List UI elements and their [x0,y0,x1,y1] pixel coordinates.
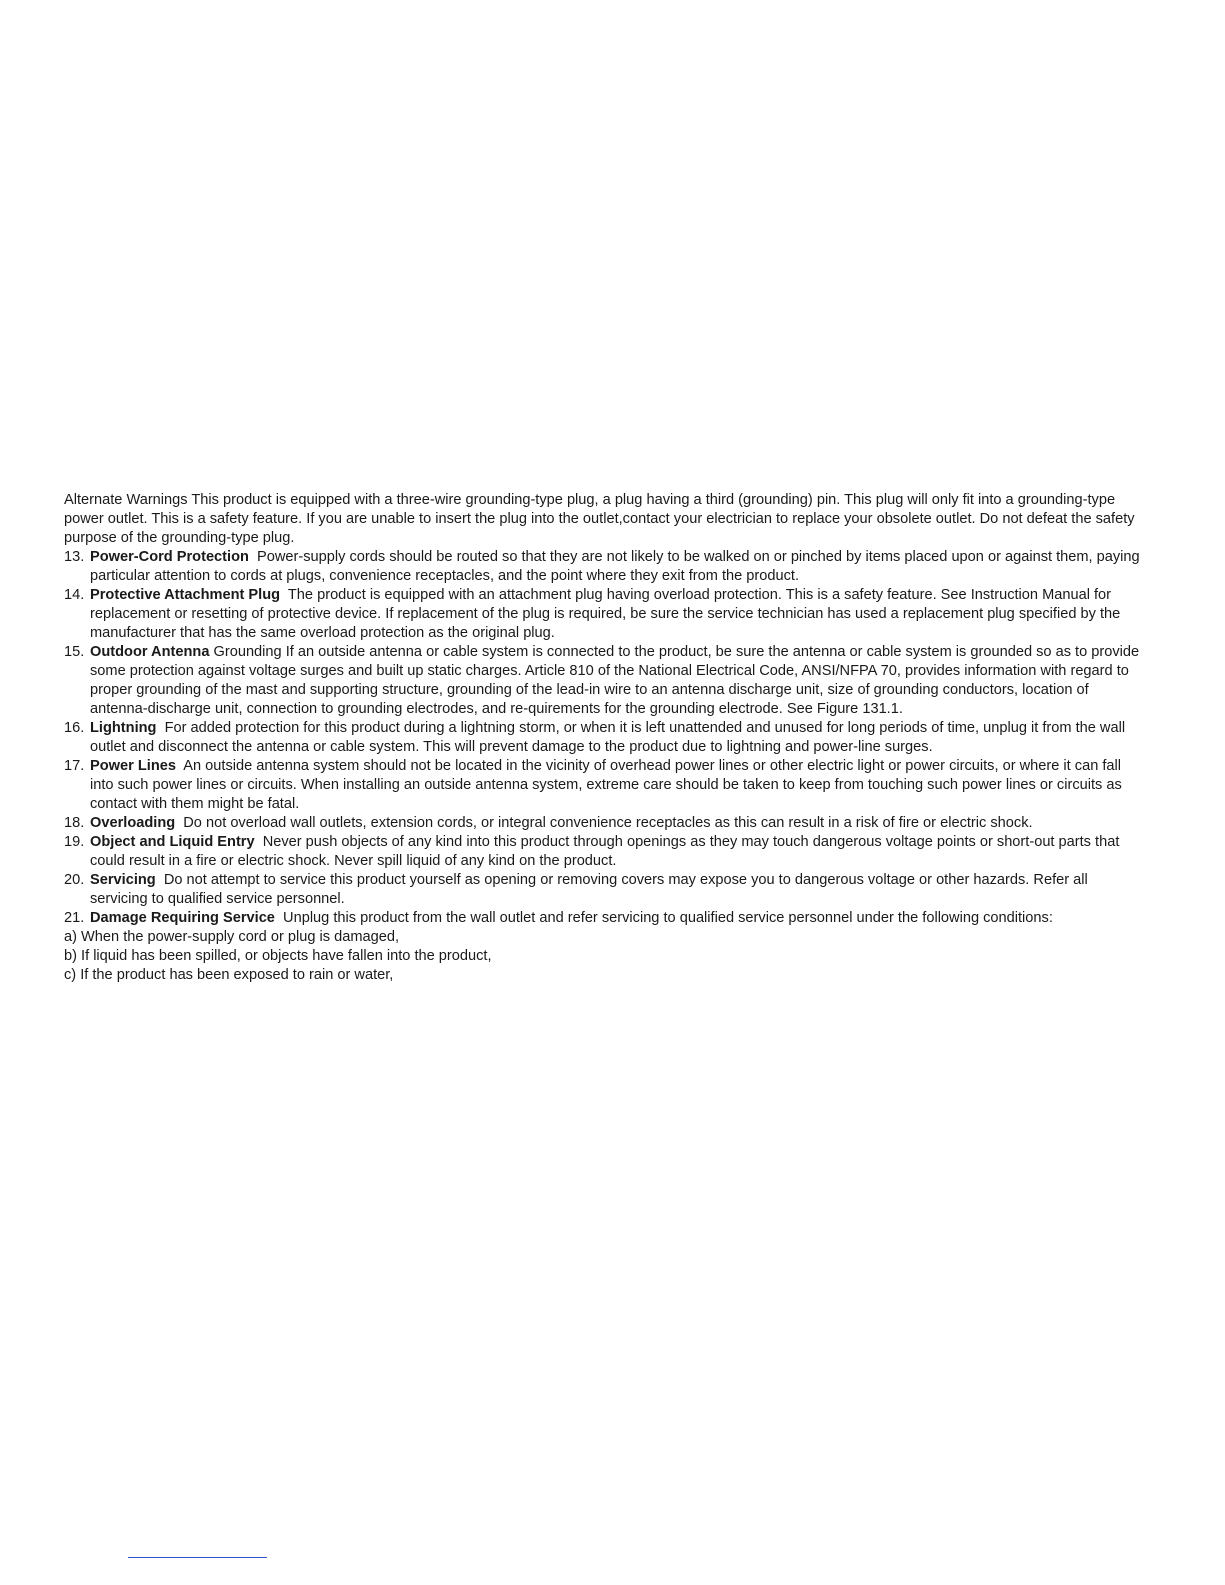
item-number: 19. [64,834,85,850]
item-text: Grounding If an outside antenna or cable system is connected to the product, be sure the antenna or cable system is grounded so as to provide some protection against voltage surges and built up static charges. Article 810 of the National Electrical Code, ANSI/NFPA 70, provides information with regard to proper grounding of the mast and supporting structure, grounding of the lead-in wire to an antenna discharge unit, size of grounding conductors, location of antenna-discharge unit, connection to grounding electrodes, and re-quirements for the grounding electrode. See Figure 131.1. [90,644,1140,717]
item-heading: Servicing [90,872,156,888]
item-heading: Outdoor Antenna [90,644,210,660]
item-heading: Lightning [90,720,157,736]
condition-item: c) If the product has been exposed to rain or water, [64,967,394,983]
item-number: 15. [64,644,85,660]
item-text: Power-supply cords should be routed so that they are not likely to be walked on or pinched by items placed upon or against them, paying particular attention to cords at plugs, convenience receptacles, and the point where they exit from the product. [90,549,1140,584]
item-heading: Power Lines [90,758,176,774]
safety-item-lightning [64,719,1144,757]
safety-item-object-liquid-entry [64,833,1144,871]
item-heading: Power-Cord Protection [90,549,249,565]
item-heading: Overloading [90,815,176,831]
item-heading: Damage Requiring Service [90,910,275,926]
safety-item-protective-attachment-plug [64,586,1144,643]
safety-item-power-lines [64,757,1144,814]
item-number: 14. [64,587,85,603]
item-number: 17. [64,758,85,774]
service-conditions-list [64,928,1144,985]
item-number: 18. [64,815,85,831]
safety-item-damage-requiring-service [64,909,1144,928]
alternate-warnings-paragraph: Alternate Warnings This product is equipped with a three-wire grounding-type plug, a plug having a third (grounding) pin. This plug will only fit into a grounding-type power outlet. This is a safety feature. If you are unable to insert the plug into the outlet,contact your electrician to replace your obsolete outlet. Do not defeat the safety purpose of the grounding-type plug. [64,492,1135,546]
item-number: 16. [64,720,85,736]
item-number: 21. [64,910,85,926]
item-text: An outside antenna system should not be located in the vicinity of overhead power lines or other electric light or power circuits, or where it can fall into such power lines or circuits. When installing an outside antenna system, extreme care should be taken to keep from touching such power lines or circuits as contact with them might be fatal. [90,758,1122,812]
safety-item-outdoor-antenna [64,643,1144,719]
footer-rule [128,1557,267,1558]
safety-item-servicing [64,871,1144,909]
item-text: Do not attempt to service this product yourself as opening or removing covers may expose you to dangerous voltage or other hazards. Refer all servicing to qualified service personnel. [90,872,1088,907]
item-text: The product is equipped with an attachment plug having overload protection. This is a safety feature. See Instruction Manual for replacement or resetting of protective device. If replacement of the plug is required, be sure the service technician has used a replacement plug specified by the manufacturer that has the same overload protection as the original plug. [90,587,1121,641]
safety-item-overloading [64,814,1144,833]
condition-item: a) When the power-supply cord or plug is damaged, [64,929,400,945]
item-text: Never push objects of any kind into this product through openings as they may touch dangerous voltage points or short-out parts that could result in a fire or electric shock. Never spill liquid of any kind on the product. [90,834,1120,869]
item-number: 13. [64,549,85,565]
safety-instructions [64,491,1144,985]
condition-item: b) If liquid has been spilled, or objects have fallen into the product, [64,948,492,964]
item-heading: Object and Liquid Entry [90,834,255,850]
safety-item-power-cord-protection [64,548,1144,586]
item-heading: Protective Attachment Plug [90,587,281,603]
item-text: Unplug this product from the wall outlet and refer servicing to qualified service personnel under the following conditions: [283,910,1053,926]
item-text: Do not overload wall outlets, extension cords, or integral convenience receptacles as this can result in a risk of fire or electric shock. [183,815,1033,831]
safety-item-list [64,548,1144,928]
item-text: For added protection for this product during a lightning storm, or when it is left unattended and unused for long periods of time, unplug it from the wall outlet and disconnect the antenna or cable system. This will prevent damage to the product due to lightning and power-line surges. [90,720,1126,755]
item-number: 20. [64,872,85,888]
